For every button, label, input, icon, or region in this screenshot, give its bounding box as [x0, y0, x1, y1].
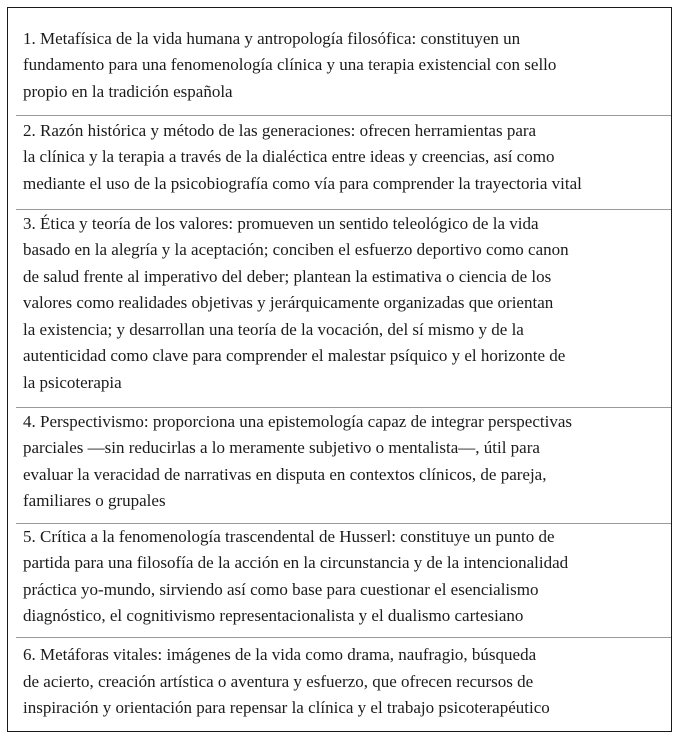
item-4-line-2: parciales —sin reducirlas a lo meramente subjetivo o mentalista—, útil para: [23, 438, 540, 457]
item-2-line-2: la clínica y la terapia a través de la dialéctica entre ideas y creencias, así como: [23, 147, 555, 166]
item-5-line-2: partida para una filosofía de la acción en la circunstancia y de la intencionalidad: [23, 553, 569, 572]
item-3-line-1: 3. Ética y teoría de los valores: promueven un sentido teleológico de la vida: [23, 214, 539, 233]
item-2-line-1: 2. Razón histórica y método de las generaciones: ofrecen herramientas para: [23, 121, 537, 140]
item-4-line-3: evaluar la veracidad de narrativas en disputa en contextos clínicos, de pareja,: [23, 465, 547, 484]
item-4-line-1: 4. Perspectivismo: proporciona una epistemología capaz de integrar perspectivas: [23, 412, 573, 431]
item-4-line-4: familiares o grupales: [23, 491, 166, 510]
item-3-line-4: valores como realidades objetivas y jerárquicamente organizadas que orientan: [23, 293, 554, 312]
item-1-line-3: propio en la tradición española: [23, 82, 233, 101]
item-5-line-1: 5. Crítica a la fenomenología trascendental de Husserl: constituye un punto de: [23, 527, 555, 546]
item-3-line-7: la psicoterapia: [23, 373, 122, 392]
item-6-line-2: de acierto, creación artística o aventura y esfuerzo, que ofrecen recursos de: [23, 672, 534, 691]
content-box: [7, 7, 672, 732]
item-3-line-3: de salud frente al imperativo del deber; plantean la estimativa o ciencia de los: [23, 267, 552, 286]
item-5-line-3: práctica yo-mundo, sirviendo así como base para cuestionar el esencialismo: [23, 580, 539, 599]
item-6-line-3: inspiración y orientación para repensar la clínica y el trabajo psicoterapéutico: [23, 698, 550, 717]
item-2-line-3: mediante el uso de la psicobiografía como vía para comprender la trayectoria vital: [23, 174, 582, 193]
item-5-line-4: diagnóstico, el cognitivismo representacionalista y el dualismo cartesiano: [23, 606, 524, 625]
item-3-line-2: basado en la alegría y la aceptación; conciben el esfuerzo deportivo como canon: [23, 240, 569, 259]
item-3-line-6: autenticidad como clave para comprender el malestar psíquico y el horizonte de: [23, 346, 566, 365]
item-6-line-1: 6. Metáforas vitales: imágenes de la vida como drama, naufragio, búsqueda: [23, 645, 537, 664]
item-1-line-2: fundamento para una fenomenología clínica y una terapia existencial con sello: [23, 55, 557, 74]
item-3-line-5: la existencia; y desarrollan una teoría de la vocación, del sí mismo y de la: [23, 320, 524, 339]
item-1-line-1: 1. Metafísica de la vida humana y antropología filosófica: constituyen un: [23, 29, 521, 48]
